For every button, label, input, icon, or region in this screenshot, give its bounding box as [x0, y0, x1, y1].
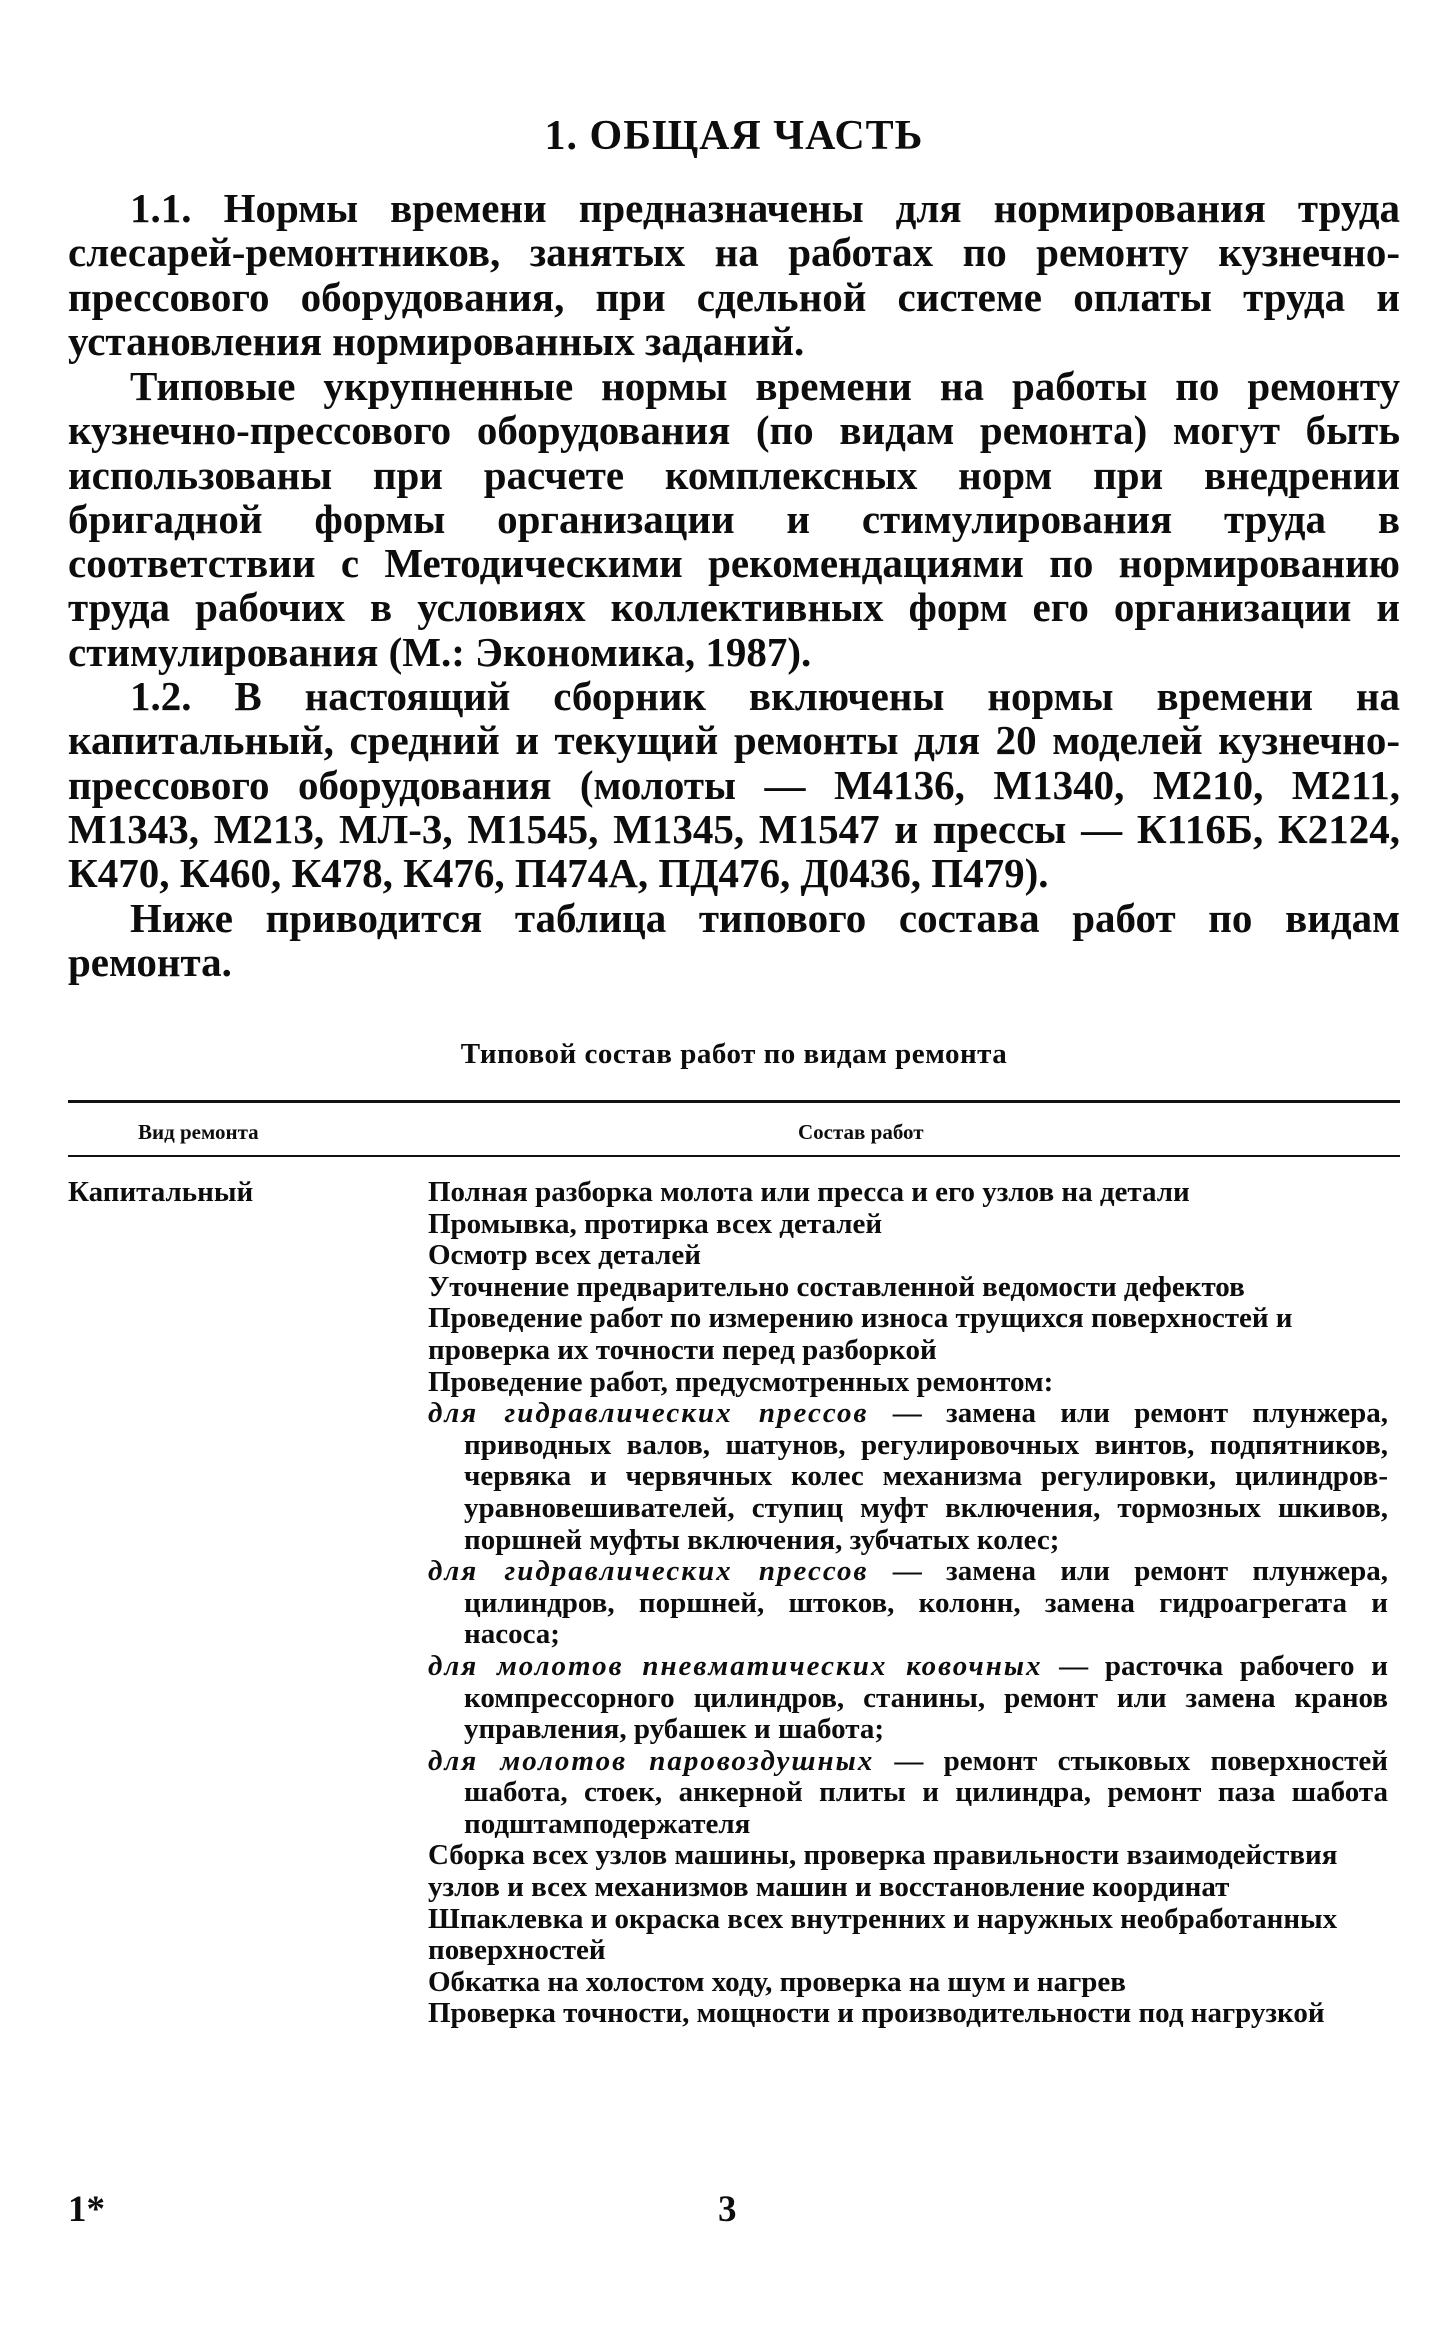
list-item: Сборка всех узлов машины, проверка правильности взаимодействия узлов и всех механизмов машин и восстановление координат — [428, 1839, 1338, 1904]
paragraph-1-1: 1.1. Нормы времени предназначены для нормирования труда слесарей-ремонтников, занятых на работах по ремонту кузнечно-прессового оборудования, при сдельной системе оплаты труда и установления нормированных заданий. — [68, 185, 1400, 364]
list-item: Проверка точности, мощности и производительности под нагрузкой — [428, 1997, 1325, 2030]
table-caption: Типовой состав работ по видам ремонта — [460, 1038, 1008, 1070]
work-details: — расточка рабочего и компрессорного цилиндров, станины, ремонт или замена кранов управления, рубашек и шабота; — [464, 1649, 1388, 1746]
signature-mark: 1* — [68, 2189, 105, 2230]
work-details: — ремонт стыковых поверхностей шабота, стоек, анкерной плиты и цилиндра, ремонт паза шабота подштамподержателя — [464, 1744, 1388, 1840]
list-item — [428, 1651, 1388, 1746]
list-item: Обкатка на холостом ходу, проверка на шум и нагрев — [428, 1965, 1126, 1998]
works-list — [428, 1177, 1388, 2030]
equipment-label: для гидравлических прессов — [428, 1555, 869, 1588]
page — [68, 0, 1400, 2332]
list-item: Проведение работ по измерению износа трущихся поверхностей и проверка их точности перед разборкой — [428, 1302, 1293, 1366]
paragraph-table-intro: Ниже приводится таблица типового состава работ по видам ремонта. — [68, 895, 1400, 986]
page-number: 3 — [718, 2189, 737, 2230]
table-header-works: Состав работ — [798, 1120, 924, 1144]
table-header-rule — [68, 1155, 1400, 1157]
table-cell-repair-kind: Капитальный — [68, 1176, 254, 1208]
table-top-rule — [68, 1100, 1400, 1103]
list-item: Уточнение предварительно составленной ведомости дефектов — [428, 1270, 1245, 1303]
equipment-label: для молотов паровоздушных — [428, 1744, 875, 1777]
list-item: Осмотр всех деталей — [428, 1239, 701, 1272]
list-item — [428, 1556, 1388, 1651]
list-item: Шпаклевка и окраска всех внутренних и наружных необработанных поверхностей — [428, 1902, 1338, 1967]
paragraph-types: Типовые укрупненные нормы времени на работы по ремонту кузнечно-прессового оборудования (по видам ремонта) могут быть использованы при расчете комплексных норм при внедрении бригадной формы организации и стимулирования труда в соответствии с Методическими рекомендациями по нормированию труда рабочих в условиях коллективных форм его организации и стимулирования (М.: Экономика, 1987). — [68, 363, 1400, 675]
list-item — [428, 1746, 1388, 1841]
work-details: — замена или ремонт плунжера, цилиндров, поршней, штоков, колонн, замена гидроагрегата и насоса; — [464, 1555, 1388, 1651]
section-title: 1. ОБЩАЯ ЧАСТЬ — [544, 113, 924, 159]
equipment-label: для гидравлических прессов — [428, 1397, 869, 1430]
equipment-label: для молотов пневматических ковочных — [428, 1649, 1043, 1682]
work-details: — замена или ремонт плунжера, приводных валов, шатунов, регулировочных винтов, подпятников, червяка и червячных колес механизма регулировки, цилиндров-уравновешивателей, ступиц муфт включения, тормозных шкивов, поршней муфты включения, зубчатых колес; — [464, 1397, 1388, 1556]
list-item: Проведение работ, предусмотренных ремонтом: — [428, 1365, 1054, 1398]
paragraph-1-2: 1.2. В настоящий сборник включены нормы времени на капитальный, средний и текущий ремонты для 20 моделей кузнечно-прессового оборудования (молоты — М4136, М1340, М210, М211, М1343, М213, МЛ-3, М1545, М1345, М1547 и прессы — К116Б, К2124, К470, К460, К478, К476, П474А, ПД476, Д0436, П479). — [68, 673, 1400, 897]
list-item: Промывка, протирка всех деталей — [428, 1207, 883, 1240]
list-item: Полная разборка молота или пресса и его узлов на детали — [428, 1176, 1190, 1208]
table-header-kind: Вид ремонта — [138, 1120, 259, 1144]
list-item — [428, 1398, 1388, 1556]
